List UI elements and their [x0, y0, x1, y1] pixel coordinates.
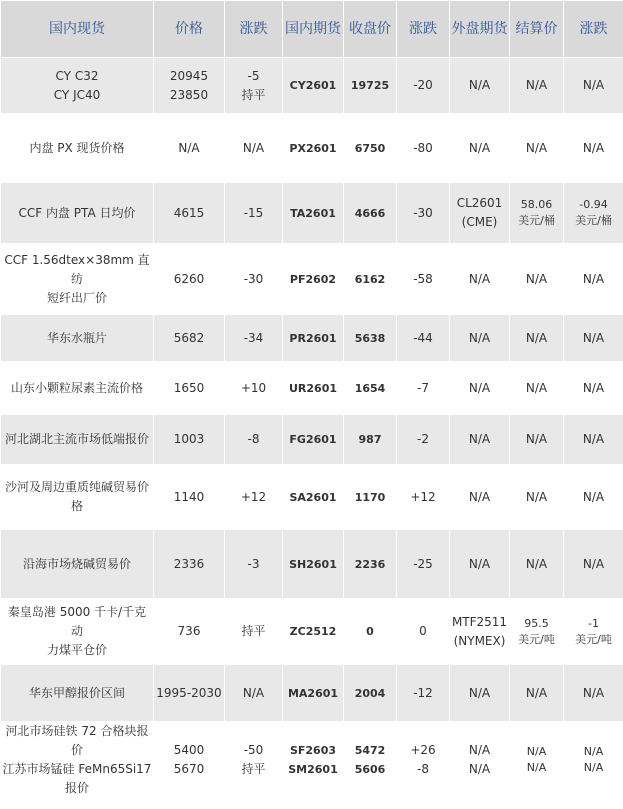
- futures-code-cell: [283, 665, 344, 722]
- futures-code-cell: [283, 465, 344, 530]
- foreign-change-cell: [564, 244, 623, 315]
- cell-line: N/A: [468, 685, 491, 700]
- table-row: [1, 465, 623, 530]
- cell-line: -12: [413, 685, 433, 700]
- cell-line: CY JC40: [53, 87, 101, 102]
- cell-line: 6260: [173, 271, 205, 286]
- cell-line: FG2601: [289, 433, 337, 446]
- cell-line: 4615: [173, 205, 205, 220]
- table-row: [1, 244, 623, 315]
- cell-line: 华东甲醇报价区间: [28, 685, 125, 700]
- cell-line: N/A: [582, 685, 605, 700]
- cell-line: 沙河及周边重质纯碱贸易价格: [4, 480, 149, 513]
- cell-line: +26: [410, 743, 436, 757]
- futures-code-cell: [283, 722, 344, 799]
- settle-price-cell: [510, 665, 564, 722]
- foreign-change-cell: [564, 114, 623, 183]
- cell-line: 美元/吨: [518, 632, 555, 646]
- spot-name-cell: [1, 244, 154, 315]
- cell-line: N/A: [468, 489, 491, 504]
- foreign-change-cell: [564, 530, 623, 599]
- header-domestic-spot: 国内现货: [1, 1, 154, 58]
- cell-line: CL2601: [456, 196, 503, 210]
- cell-line: ZC2512: [289, 625, 337, 638]
- futures-close-cell: [344, 722, 397, 799]
- futures-code-cell: [283, 315, 344, 362]
- spot-name-cell: [1, 183, 154, 244]
- cell-line: 0: [366, 625, 374, 638]
- foreign-change-cell: [564, 465, 623, 530]
- cell-line: TA2601: [290, 206, 336, 220]
- table-row: [1, 362, 623, 415]
- futures-close-cell: [344, 183, 397, 244]
- cell-line: CCF 1.56dtex×38mm 直纺: [4, 252, 150, 286]
- cell-line: -5: [247, 68, 260, 83]
- cell-line: 持平: [241, 87, 266, 102]
- cell-line: (NYMEX): [453, 633, 506, 648]
- cell-line: -50: [243, 743, 264, 757]
- cell-line: N/A: [525, 78, 548, 92]
- spot-name-cell: [1, 465, 154, 530]
- cell-line: N/A: [583, 745, 604, 758]
- cell-line: 58.06: [520, 198, 553, 211]
- cell-line: +12: [410, 489, 436, 504]
- cell-line: -0.94: [579, 198, 608, 211]
- cell-line: N/A: [468, 140, 491, 155]
- cell-line: -2: [417, 432, 429, 446]
- cell-line: PF2602: [289, 272, 337, 286]
- futures-change-cell: [397, 244, 450, 315]
- foreign-change-cell: [564, 722, 623, 799]
- settle-price-cell: [510, 415, 564, 465]
- futures-change-cell: [397, 599, 450, 665]
- foreign-futures-cell: [450, 465, 510, 530]
- cell-line: 5682: [173, 330, 205, 345]
- cell-line: 736: [177, 624, 201, 638]
- cell-line: N/A: [525, 556, 548, 571]
- cell-line: 力煤平仓价: [46, 643, 107, 657]
- cell-line: UR2601: [288, 381, 338, 395]
- spot-price-cell: [154, 244, 225, 315]
- futures-change-cell: [397, 722, 450, 799]
- cell-line: N/A: [526, 745, 547, 758]
- cell-line: 5606: [354, 763, 386, 776]
- cell-line: SM2601: [288, 763, 338, 776]
- foreign-change-cell: [564, 362, 623, 415]
- cell-line: N/A: [525, 380, 548, 395]
- cell-line: N/A: [468, 380, 491, 395]
- cell-line: N/A: [582, 556, 605, 571]
- foreign-change-cell: [564, 58, 623, 114]
- spot-name-cell: [1, 58, 154, 114]
- cell-line: 江苏市场锰硅 FeMn65Si17: [2, 762, 152, 776]
- cell-line: 持平: [241, 624, 266, 638]
- cell-line: -3: [247, 556, 260, 571]
- spot-name-cell: [1, 599, 154, 665]
- cell-line: 美元/桶: [518, 214, 555, 227]
- cell-line: 20945: [169, 68, 209, 83]
- cell-line: N/A: [582, 140, 605, 155]
- cell-line: 秦皇岛港 5000 千卡/千克动: [7, 605, 147, 638]
- settle-price-cell: [510, 362, 564, 415]
- cell-line: MTF2511: [451, 614, 508, 629]
- spot-price-cell: [154, 114, 225, 183]
- cell-line: 1170: [354, 490, 386, 504]
- futures-change-cell: [397, 114, 450, 183]
- cell-line: 6162: [354, 272, 386, 286]
- cell-line: -30: [243, 271, 264, 286]
- header-domestic-futures: 国内期货: [283, 1, 344, 58]
- spot-name-cell: [1, 415, 154, 465]
- futures-code-cell: [283, 362, 344, 415]
- settle-price-cell: [510, 58, 564, 114]
- cell-line: N/A: [468, 78, 491, 92]
- futures-change-cell: [397, 665, 450, 722]
- foreign-futures-cell: [450, 315, 510, 362]
- cell-line: 美元/桶: [575, 214, 612, 227]
- cell-line: CCF 内盘 PTA 日均价: [18, 205, 136, 220]
- foreign-change-cell: [564, 315, 623, 362]
- table-header-row: [1, 1, 623, 58]
- table-row: [1, 58, 623, 114]
- cell-line: 持平: [241, 762, 266, 776]
- foreign-futures-cell: [450, 415, 510, 465]
- spot-price-cell: [154, 58, 225, 114]
- cell-line: -15: [243, 205, 264, 220]
- cell-line: -80: [413, 140, 433, 155]
- cell-line: 23850: [169, 87, 209, 102]
- header-settle: 结算价: [510, 1, 564, 58]
- spot-change-cell: [225, 665, 283, 722]
- cell-line: N/A: [468, 432, 491, 446]
- spot-name-cell: [1, 722, 154, 799]
- cell-line: 1650: [173, 380, 205, 395]
- settle-price-cell: [510, 599, 564, 665]
- cell-line: 95.5: [524, 616, 549, 630]
- futures-code-cell: [283, 530, 344, 599]
- cell-line: 2004: [354, 686, 386, 700]
- spot-price-cell: [154, 599, 225, 665]
- cell-line: CY2601: [289, 79, 337, 92]
- foreign-futures-cell: [450, 183, 510, 244]
- futures-change-cell: [397, 362, 450, 415]
- cell-line: N/A: [582, 330, 605, 345]
- futures-change-cell: [397, 58, 450, 114]
- cell-line: 山东小颗粒尿素主流价格: [10, 380, 143, 395]
- cell-line: 2336: [173, 556, 205, 571]
- foreign-futures-cell: [450, 722, 510, 799]
- foreign-change-cell: [564, 415, 623, 465]
- cell-line: N/A: [525, 489, 548, 504]
- cell-line: N/A: [525, 432, 548, 446]
- cell-line: N/A: [468, 556, 491, 571]
- cell-line: 1654: [354, 381, 386, 395]
- cell-line: N/A: [525, 271, 548, 286]
- cell-line: N/A: [242, 140, 265, 155]
- spot-name-cell: [1, 315, 154, 362]
- cell-line: N/A: [468, 330, 491, 345]
- cell-line: 5638: [354, 331, 386, 345]
- foreign-futures-cell: [450, 244, 510, 315]
- cell-line: N/A: [525, 140, 548, 155]
- settle-price-cell: [510, 530, 564, 599]
- futures-close-cell: [344, 58, 397, 114]
- cell-line: -8: [247, 432, 260, 446]
- cell-line: PX2601: [289, 141, 337, 155]
- cell-line: 6750: [354, 141, 386, 155]
- spot-change-cell: [225, 599, 283, 665]
- table-row: [1, 599, 623, 665]
- cell-line: +10: [240, 380, 267, 395]
- header-change: 涨跌: [225, 1, 283, 58]
- spot-price-cell: [154, 315, 225, 362]
- table-row: [1, 114, 623, 183]
- cell-line: 美元/吨: [575, 632, 612, 646]
- spot-name-cell: [1, 114, 154, 183]
- cell-line: SA2601: [289, 490, 337, 504]
- cell-line: 华东水瓶片: [46, 330, 107, 345]
- futures-code-cell: [283, 183, 344, 244]
- cell-line: N/A: [582, 432, 605, 446]
- cell-line: 0: [419, 624, 427, 638]
- cell-line: N/A: [242, 685, 265, 700]
- futures-close-cell: [344, 315, 397, 362]
- cell-line: N/A: [525, 685, 548, 700]
- cell-line: 2236: [354, 557, 386, 571]
- cell-line: N/A: [525, 330, 548, 345]
- futures-close-cell: [344, 599, 397, 665]
- spot-change-cell: [225, 244, 283, 315]
- spot-change-cell: [225, 530, 283, 599]
- foreign-change-cell: [564, 599, 623, 665]
- header-foreign-change: 涨跌: [564, 1, 623, 58]
- cell-line: -7: [417, 380, 429, 395]
- cell-line: 沿海市场烧碱贸易价: [22, 556, 131, 571]
- cell-line: -1: [588, 616, 599, 630]
- cell-line: 987: [358, 433, 382, 446]
- cell-line: 5472: [354, 744, 386, 757]
- cell-line: 1140: [173, 489, 205, 504]
- futures-close-cell: [344, 530, 397, 599]
- cell-line: N/A: [468, 762, 491, 776]
- header-foreign-futures: 外盘期货: [450, 1, 510, 58]
- foreign-futures-cell: [450, 58, 510, 114]
- settle-price-cell: [510, 465, 564, 530]
- spot-change-cell: [225, 415, 283, 465]
- table-row: [1, 183, 623, 244]
- futures-close-cell: [344, 465, 397, 530]
- foreign-futures-cell: [450, 530, 510, 599]
- table-row: [1, 415, 623, 465]
- cell-line: N/A: [583, 761, 604, 774]
- header-price: 价格: [154, 1, 225, 58]
- cell-line: 1995-2030: [156, 685, 222, 700]
- settle-price-cell: [510, 722, 564, 799]
- cell-line: N/A: [582, 489, 605, 504]
- spot-change-cell: [225, 183, 283, 244]
- spot-price-cell: [154, 530, 225, 599]
- cell-line: N/A: [526, 761, 547, 774]
- spot-change-cell: [225, 315, 283, 362]
- spot-change-cell: [225, 465, 283, 530]
- cell-line: 河北湖北主流市场低端报价: [4, 432, 149, 446]
- cell-line: 短纤出厂价: [46, 290, 107, 305]
- spot-change-cell: [225, 114, 283, 183]
- cell-line: 19725: [350, 79, 390, 92]
- futures-close-cell: [344, 665, 397, 722]
- futures-code-cell: [283, 114, 344, 183]
- cell-line: -25: [413, 556, 433, 571]
- settle-price-cell: [510, 244, 564, 315]
- cell-line: -8: [417, 762, 429, 776]
- cell-line: PR2601: [289, 331, 337, 345]
- cell-line: 内盘 PX 现货价格: [29, 140, 125, 155]
- foreign-futures-cell: [450, 665, 510, 722]
- spot-price-cell: [154, 665, 225, 722]
- cell-line: -58: [413, 271, 433, 286]
- foreign-futures-cell: [450, 362, 510, 415]
- spot-change-cell: [225, 58, 283, 114]
- cell-line: 河北市场硅铁 72 合格块报价: [5, 724, 149, 757]
- cell-line: N/A: [178, 140, 200, 155]
- cell-line: SF2603: [289, 744, 337, 757]
- cell-line: -44: [413, 330, 433, 345]
- spot-name-cell: [1, 530, 154, 599]
- foreign-change-cell: [564, 183, 623, 244]
- futures-code-cell: [283, 58, 344, 114]
- spot-name-cell: [1, 362, 154, 415]
- futures-close-cell: [344, 114, 397, 183]
- foreign-change-cell: [564, 665, 623, 722]
- futures-close-cell: [344, 362, 397, 415]
- settle-price-cell: [510, 114, 564, 183]
- foreign-futures-cell: [450, 114, 510, 183]
- cell-line: SH2601: [289, 557, 337, 571]
- spot-price-cell: [154, 183, 225, 244]
- cell-line: MA2601: [287, 686, 339, 700]
- futures-change-cell: [397, 465, 450, 530]
- table-row: [1, 530, 623, 599]
- table-row: [1, 722, 623, 799]
- cell-line: -30: [413, 205, 433, 220]
- cell-line: -34: [243, 330, 264, 345]
- cell-line: N/A: [468, 743, 491, 757]
- spot-change-cell: [225, 362, 283, 415]
- futures-code-cell: [283, 415, 344, 465]
- cell-line: 5670: [173, 762, 205, 776]
- cell-line: 1003: [173, 432, 205, 446]
- cell-line: 5400: [173, 743, 205, 757]
- futures-close-cell: [344, 244, 397, 315]
- futures-change-cell: [397, 530, 450, 599]
- spot-price-cell: [154, 362, 225, 415]
- spot-name-cell: [1, 665, 154, 722]
- futures-change-cell: [397, 415, 450, 465]
- table-row: [1, 315, 623, 362]
- spot-price-cell: [154, 465, 225, 530]
- settle-price-cell: [510, 183, 564, 244]
- spot-change-cell: [225, 722, 283, 799]
- futures-change-cell: [397, 183, 450, 244]
- cell-line: (CME): [461, 215, 498, 229]
- foreign-futures-cell: [450, 599, 510, 665]
- table-row: [1, 665, 623, 722]
- cell-line: N/A: [582, 271, 605, 286]
- cell-line: N/A: [582, 78, 605, 92]
- cell-line: -20: [413, 78, 433, 92]
- cell-line: N/A: [468, 271, 491, 286]
- cell-line: N/A: [582, 380, 605, 395]
- futures-code-cell: [283, 599, 344, 665]
- cell-line: 报价: [64, 781, 89, 795]
- settle-price-cell: [510, 315, 564, 362]
- cell-line: +12: [240, 489, 267, 504]
- spot-price-cell: [154, 722, 225, 799]
- header-futures-change: 涨跌: [397, 1, 450, 58]
- cell-line: 4666: [354, 206, 386, 220]
- cell-line: CY C32: [55, 68, 99, 83]
- futures-close-cell: [344, 415, 397, 465]
- futures-change-cell: [397, 315, 450, 362]
- futures-code-cell: [283, 244, 344, 315]
- spot-price-cell: [154, 415, 225, 465]
- header-close: 收盘价: [344, 1, 397, 58]
